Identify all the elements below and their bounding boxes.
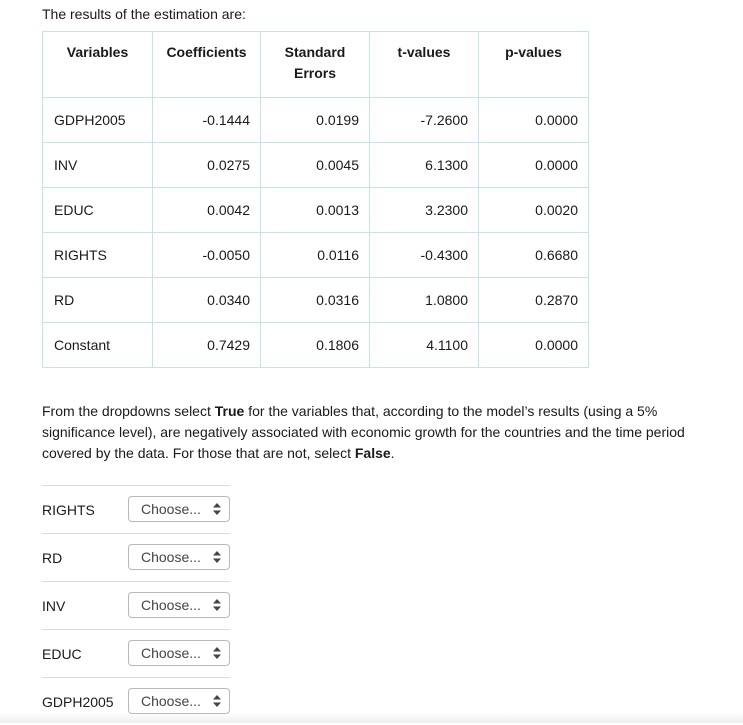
table-row [43, 188, 590, 233]
header-standard-errors: Standard Errors [261, 32, 370, 98]
cell-se: 0.0199 [261, 98, 370, 143]
answer-row-inv [42, 581, 230, 629]
cell-t: 4.1100 [370, 323, 479, 368]
cell-t: 3.2300 [370, 188, 479, 233]
cell-t: -7.2600 [370, 98, 479, 143]
cell-t: -0.4300 [370, 233, 479, 278]
answer-label: EDUC [42, 646, 82, 662]
table-row [43, 143, 590, 188]
chevron-up-down-icon [213, 695, 221, 707]
answer-row-educ [42, 629, 230, 677]
chevron-up-down-icon [213, 503, 221, 515]
cell-p: 0.6680 [479, 233, 589, 278]
cell-coef: 0.7429 [153, 323, 261, 368]
answer-label: GDPH2005 [42, 694, 114, 710]
educ-select[interactable] [128, 640, 230, 666]
select-value: Choose... [141, 549, 201, 565]
cell-t: 1.0800 [370, 278, 479, 323]
rights-select[interactable] [128, 496, 230, 522]
cell-p: 0.0000 [479, 323, 589, 368]
rd-select[interactable] [128, 544, 230, 570]
table-row [43, 98, 590, 143]
cell-t: 6.1300 [370, 143, 479, 188]
inv-select[interactable] [128, 592, 230, 618]
cell-coef: -0.0050 [153, 233, 261, 278]
cell-coef: 0.0275 [153, 143, 261, 188]
cell-se: 0.0045 [261, 143, 370, 188]
chevron-up-down-icon [213, 599, 221, 611]
table-row [43, 278, 590, 323]
gdph2005-select[interactable] [128, 688, 230, 714]
select-value: Choose... [141, 693, 201, 709]
cell-variable: RIGHTS [43, 233, 153, 278]
cell-se: 0.0316 [261, 278, 370, 323]
cell-variable: INV [43, 143, 153, 188]
header-t-values: t-values [370, 32, 479, 98]
bottom-fade [0, 713, 743, 723]
answer-label: RD [42, 550, 62, 566]
cell-p: 0.0000 [479, 98, 589, 143]
select-value: Choose... [141, 501, 201, 517]
cell-coef: 0.0042 [153, 188, 261, 233]
select-value: Choose... [141, 597, 201, 613]
table-header-row [43, 32, 590, 98]
question-text: From the dropdowns select True for the variables that, according to the model’s results (using a 5% significance level), are negatively associated with economic growth for the countries and the time period covered by the data. For those that are not, select False. [42, 401, 702, 464]
header-variables: Variables [43, 32, 153, 98]
cell-coef: -0.1444 [153, 98, 261, 143]
cell-variable: GDPH2005 [43, 98, 153, 143]
answer-row-rights [42, 485, 230, 533]
cell-p: 0.0000 [479, 143, 589, 188]
cell-se: 0.1806 [261, 323, 370, 368]
header-p-values: p-values [479, 32, 589, 98]
answer-label: INV [42, 598, 65, 614]
spacer [589, 32, 590, 98]
chevron-up-down-icon [213, 551, 221, 563]
cell-p: 0.0020 [479, 188, 589, 233]
intro-text: The results of the estimation are: [42, 5, 246, 23]
answer-label: RIGHTS [42, 502, 95, 518]
table-row [43, 233, 590, 278]
table-row [43, 323, 590, 368]
answer-row-rd [42, 533, 230, 581]
cell-p: 0.2870 [479, 278, 589, 323]
cell-variable: EDUC [43, 188, 153, 233]
answer-list [42, 485, 230, 725]
cell-variable: Constant [43, 323, 153, 368]
results-table [42, 31, 590, 368]
cell-se: 0.0013 [261, 188, 370, 233]
cell-variable: RD [43, 278, 153, 323]
header-coefficients: Coefficients [153, 32, 261, 98]
cell-se: 0.0116 [261, 233, 370, 278]
chevron-up-down-icon [213, 647, 221, 659]
select-value: Choose... [141, 645, 201, 661]
cell-coef: 0.0340 [153, 278, 261, 323]
